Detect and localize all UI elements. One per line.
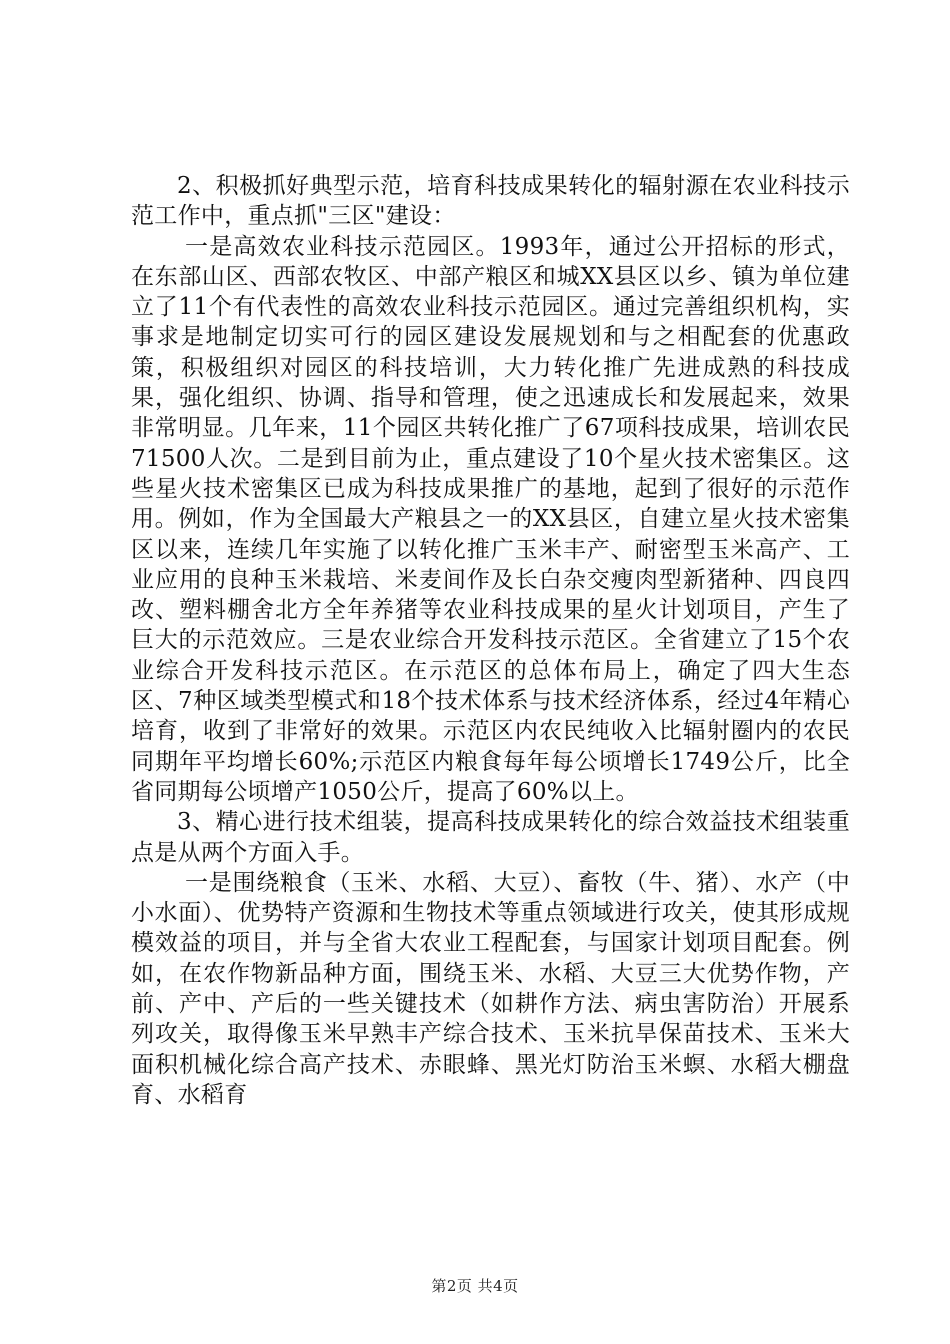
- paragraph-section-3-heading: 3、精心进行技术组装，提高科技成果转化的综合效益技术组装重点是从两个方面入手。: [131, 809, 850, 866]
- document-body: [131, 171, 850, 1110]
- paragraph-section-2-heading: 2、积极抓好典型示范，培育科技成果转化的辐射源在农业科技示范工作中，重点抓"三区"建设：: [131, 173, 850, 230]
- paragraph-three-zones: 一是高效农业科技示范园区。1993年，通过公开招标的形式，在东部山区、西部农牧区、中部产粮区和城XX县区以乡、镇为单位建立了11个有代表性的高效农业科技示范园区。通过完善组织机构，实事求是地制定切实可行的园区建设发展规划和与之相配套的优惠政策，积极组织对园区的科技培训，大力转化推广先进成熟的科技成果，强化组织、协调、指导和管理，使之迅速成长和发展起来，效果非常明显。几年来，11个园区共转化推广了67项科技成果，培训农民71500人次。二是到目前为止，重点建设了10个星火技术密集区。这些星火技术密集区已成为科技成果推广的基地，起到了很好的示范作用。例如，作为全国最大产粮县之一的XX县区，自建立星火技术密集区以来，连续几年实施了以转化推广玉米丰产、耐密型玉米高产、工业应用的良种玉米栽培、米麦间作及长白杂交瘦肉型新猪种、四良四改、塑料棚舍北方全年养猪等农业科技成果的星火计划项目，产生了巨大的示范效应。三是农业综合开发科技示范区。全省建立了15个农业综合开发科技示范区。在示范区的总体布局上，确定了四大生态区、7种区域类型模式和18个技术体系与技术经济体系，经过4年精心培育，收到了非常好的效果。示范区内农民纯收入比辐射圈内的农民同期年平均增长60%;示范区内粮食每年每公顷增长1749公斤，比全省同期每公顷增产1050公斤，提高了60%以上。: [131, 233, 850, 805]
- page-footer: [0, 1276, 950, 1296]
- page-number: 第2页 共4页: [431, 1277, 519, 1295]
- paragraph-key-research: 一是围绕粮食（玉米、水稻、大豆）、畜牧（牛、猪）、水产（中小水面）、优势特产资源和生物技术等重点领域进行攻关，使其形成规模效益的项目，并与全省大农业工程配套，与国家计划项目配套。例如，在农作物新品种方面，围绕玉米、水稻、大豆三大优势作物，产前、产中、产后的一些关键技术（如耕作方法、病虫害防治）开展系列攻关，取得像玉米早熟丰产综合技术、玉米抗旱保苗技术、玉米大面积机械化综合高产技术、赤眼蜂、黑光灯防治玉米螟、水稻大棚盘育、水稻育: [131, 869, 850, 1108]
